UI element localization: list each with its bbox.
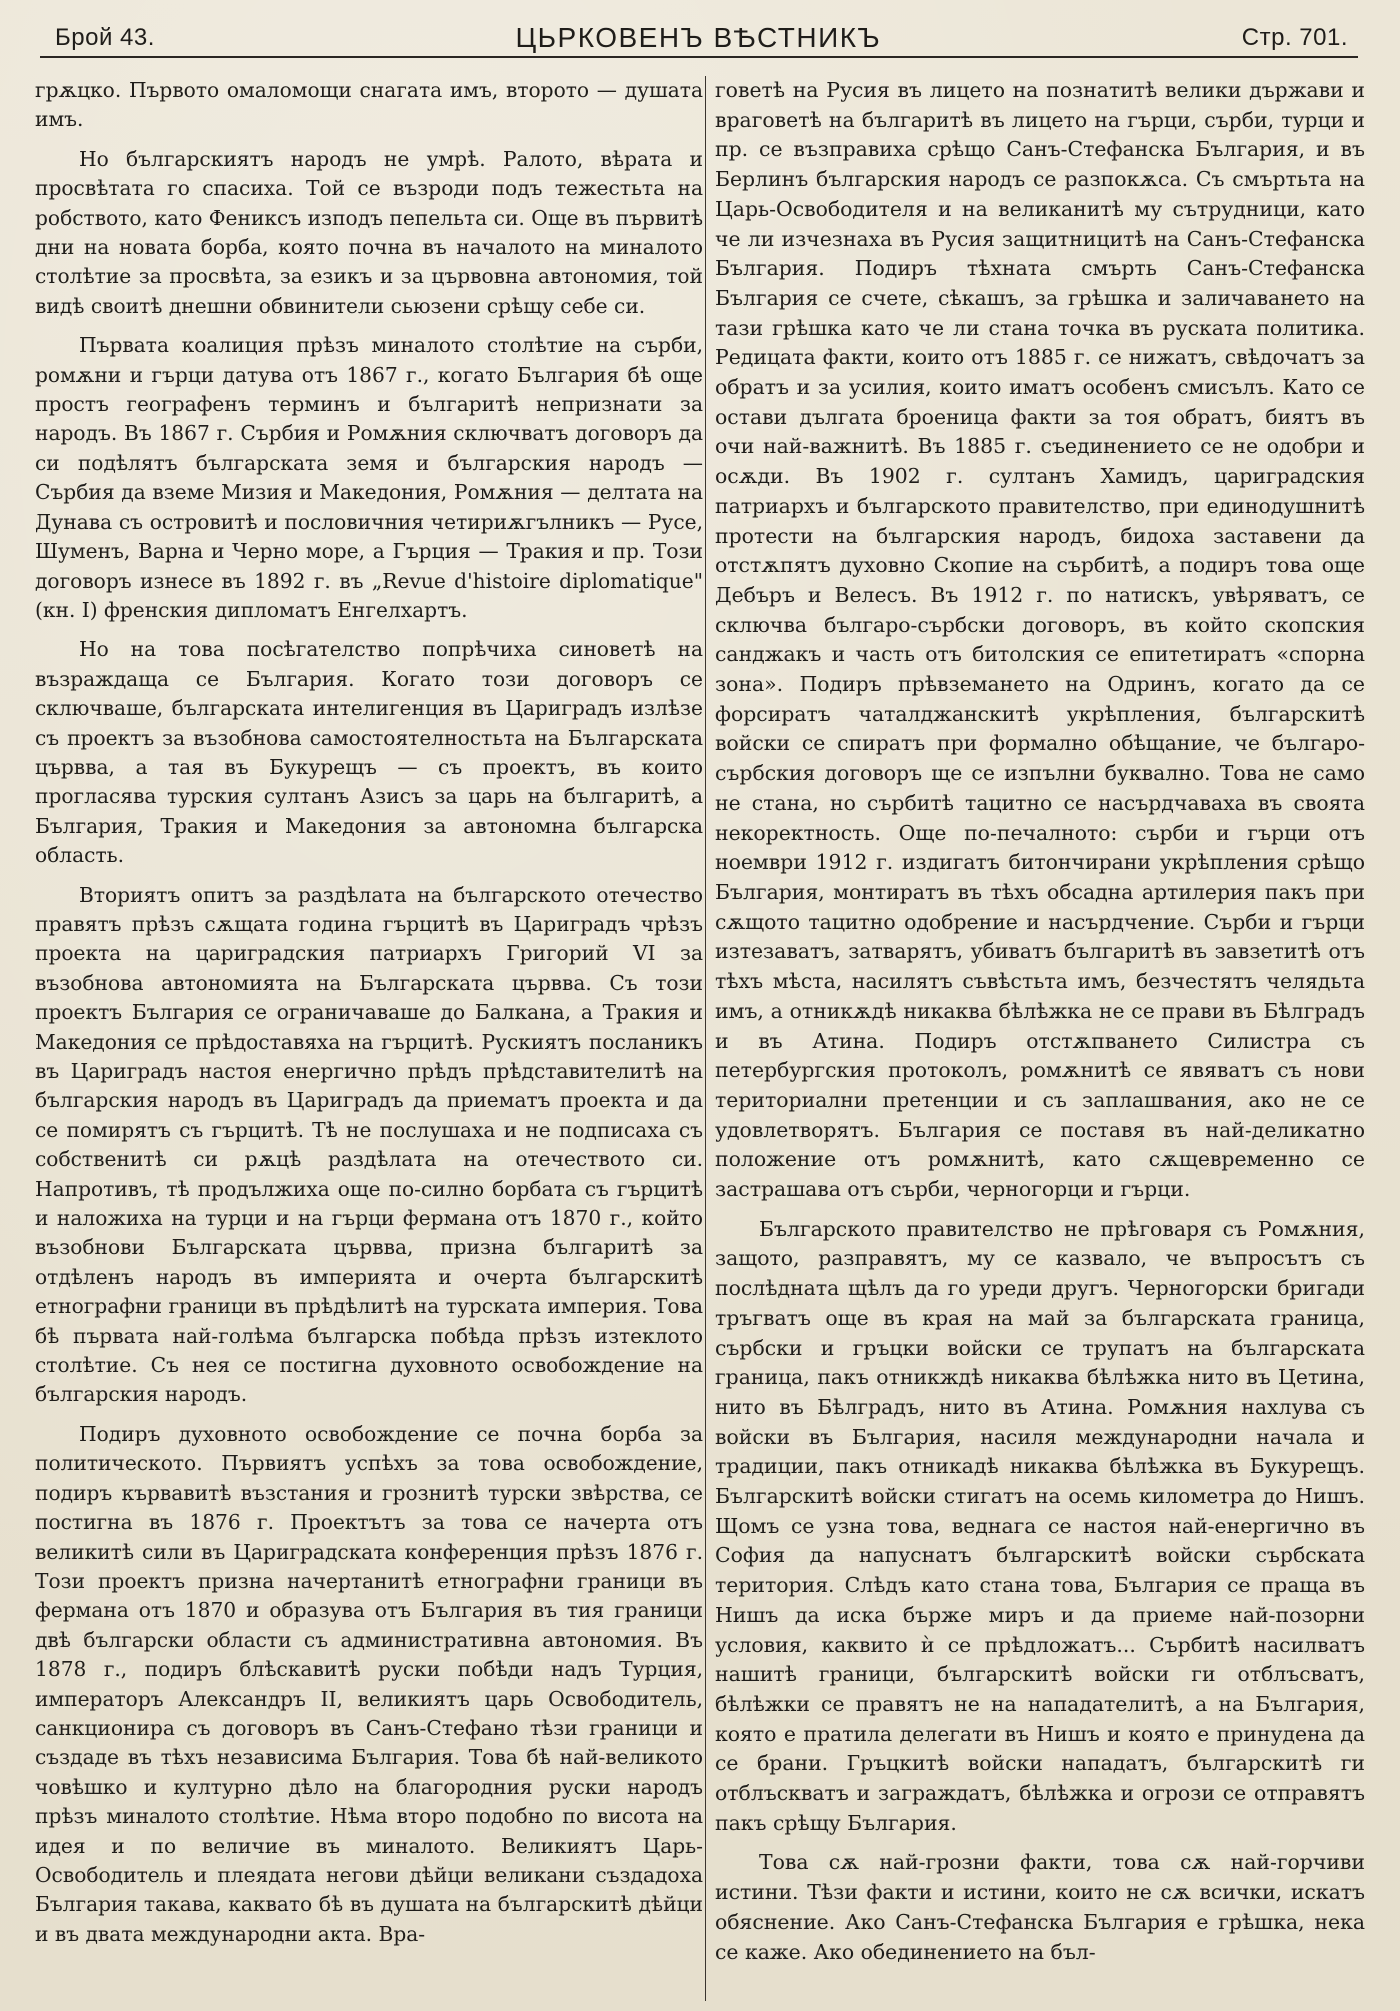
paragraph: Вториятъ опитъ за раздѣлата на българското отечество правятъ прѣзъ сѫщата година гърцитѣ въ Цариградъ чрѣзъ проекта на цариградския патриархъ Григорий VI за възобнова автономията на Българската цървва. Съ този проектъ България се ограничаваше до Балкана, а Тракия и Македония се прѣдоставяха на гърцитѣ. Рускиятъ посланикъ въ Цариградъ настоя енергично прѣдъ прѣдставителитѣ на българския народъ въ Цариградъ да приематъ проекта и да се помирятъ съ гърцитѣ. Тѣ не послушаха и не подписаха съ собственитѣ си рѫцѣ раздѣлата на отечеството си. Напротивъ, тѣ продължиха още по-силно борбата съ гърцитѣ и наложиха на турци и на гърци фермана отъ 1870 г., който възобнови Българската цървва, призна българитѣ за отдѣленъ народъ въ империята и очерта българскитѣ етнографни граници въ прѣдѣлитѣ на турската империя. Това бѣ първата най-голѣма българска побѣда прѣзъ изтеклото столѣтие. Съ нея се постигна духовното освобождение на българския народъ. xyxy=(35,882,703,1407)
page-header xyxy=(55,14,1348,62)
issue-number: Брой 43. xyxy=(55,24,155,51)
paragraph: Но българскиятъ народъ не умрѣ. Ралото, вѣрата и просвѣтата го спасиха. Той се възроди подъ тежестьта на робството, като Фениксъ изподъ пепельта си. Още въ първитѣ дни на новата борба, която почна въ началото на миналото столѣтие за просвѣта, за езикъ и за цървовна автономия, той видѣ своитѣ днешни обвинители сьюзени срѣщу себе си. xyxy=(35,146,703,318)
left-column xyxy=(35,76,703,2001)
header-rule xyxy=(40,56,1358,58)
page-number: Стр. 701. xyxy=(1241,24,1348,51)
paragraph: говетѣ на Русия въ лицето на познатитѣ велики държави и враговетѣ на българитѣ въ лицето на гърци, сърби, турци и пр. се възправиха срѣщо Санъ-Стефанска България, и въ Берлинъ българския народъ се разпокѫса. Съ смъртьта на Царь-Освободителя и на великанитѣ му сътрудници, като че ли изчезнаха въ Русия защитницитѣ на Санъ-Стефанска България. Подиръ тѣхната смърть Санъ-Стефанска България се счете, сѣкашъ, за грѣшка и заличаването на тази грѣшка като че ли стана точка въ руската политика. Редицата факти, които отъ 1885 г. се нижатъ, свѣдочатъ за обратъ и за усилия, които иматъ особенъ смисълъ. Като се остави дългата броеница факти за тоя обратъ, биятъ въ очи най-важнитѣ. Въ 1885 г. съединението се не одобри и осѫди. Въ 1902 г. султанъ Хамидъ, цариградския патриархъ и българското правителство, при единодушнитѣ протести на българския народъ, бидоха заставени да отстѫпятъ духовно Скопие на сърбитѣ, а подиръ това още Дебъръ и Велесъ. Въ 1912 г. по натискъ, увѣряватъ, се сключва българо-сърбски договоръ, въ който скопския санджакъ и часть отъ битолския се епитетиратъ «спорна зона». Подиръ прѣвземането на Одринъ, когато да се форсиратъ чаталджанскитѣ укрѣпления, българскитѣ войски се спиратъ при формално обѣщание, че българо-сърбския договоръ ще се изпълни буквално. Това не само не стана, но сърбитѣ тацитно се насърдчаваха въ своята некоректность. Още по-печалното: сърби и гърци отъ ноември 1912 г. издигатъ битончирани укрѣпления срѣщо България, монтиратъ въ тѣхъ обсадна артилерия пакъ при сѫщото тацитно одобрение и насърдчение. Сърби и гърци изтезаватъ, затварятъ, убиватъ българитѣ въ завзетитѣ отъ тѣхъ мѣста, насилятъ съвѣстьта имъ, безчестятъ челядьта имъ, а отникѫдѣ никаква бѣлѣжка не се прави въ Бѣлградъ и въ Атина. Подиръ отстѫпването Силистра съ петербургския протоколъ, ромѫнитѣ се явяватъ съ нови териториални претенции и съ заплашвания, ако не се удовлетворятъ. България се поставя въ най-деликатно положение отъ ромѫнитѣ, като сѫщевременно се застрашава отъ сърби, черногорци и гърци. xyxy=(715,78,1365,1202)
paragraph: Но на това посѣгателство попрѣчиха синоветѣ на възраждаща се България. Когато този договоръ се сключваше, българската интелигенция въ Цариградъ излѣзе съ проектъ за възобнова самостоятелностьта на Българската цървва, а тая въ Букурещъ — съ проектъ, въ които прогласява турския султанъ Азисъ за царь на българитѣ, а България, Тракия и Македония за автономна българска область. xyxy=(35,637,703,868)
right-column xyxy=(715,76,1365,2001)
paragraph: Българското правителство не прѣговаря съ Ромѫния, защото, разправятъ, му се казвало, че въпросътъ съ послѣдната щѣлъ да го уреди другъ. Черногорски бригади тръгватъ още въ края на май за българската граница, сърбски и гръцки войски се трупатъ на българската граница, пакъ отникждѣ никаква бѣлѣжка нито въ Цетина, нито въ Бѣлградъ, нито въ Атина. Ромѫния нахлува съ войски въ България, насиля международни начала и традиции, пакъ отникадѣ никаква бѣлѣжка въ Букурещъ. Българскитѣ войски стигатъ на осемь километра до Нишъ. Щомъ се узна това, веднага се настоя най-енергично въ София да напуснатъ българскитѣ войски сърбската територия. Слѣдъ като стана това, България се праща въ Нишъ да иска бърже миръ и да приеме най-позорни условия, каквито ѝ се прѣдложатъ... Сърбитѣ насилватъ нашитѣ граници, българскитѣ войски ги отблъсватъ, бѣлѣжки се правятъ не на нападателитѣ, а на България, която е пратила делегати въ Нишъ и която е принудена да се брани. Гръцкитѣ войски нападатъ, българскитѣ ги отблъскватъ и заграждатъ, бѣлѣжка и огрози се отправятъ пакъ срѣщу България. xyxy=(715,1216,1365,1835)
paragraph: Първата коалиция прѣзъ миналото столѣтие на сърби, ромѫни и гърци датува отъ 1867 г., когато България бѣ още простъ географенъ терминъ и българитѣ непризнати за народъ. Въ 1867 г. Сърбия и Ромѫния сключватъ договоръ да си подѣлятъ българската земя и българския народъ — Сърбия да вземе Мизия и Македония, Ромѫния — делтата на Дунава съ островитѣ и пословичния четириѫгълникъ — Русе, Шуменъ, Варна и Черно море, а Гърция — Тракия и пр. Този договоръ изнесе въ 1892 г. въ „Revue d'histoire diplomatique" (кн. I) френския дипломатъ Енгелхартъ. xyxy=(35,333,703,622)
paragraph: Подиръ духовното освобождение се почна борба за политическото. Първиятъ успѣхъ за това освобождение, подиръ кървавитѣ възстания и грознитѣ турски звѣрства, се постигна въ 1876 г. Проектътъ за това се начерта отъ великитѣ сили въ Цариградската конференция прѣзъ 1876 г. Този проектъ призна начертанитѣ етнографни граници въ фермана отъ 1870 и образува отъ България въ тия граници двѣ български области съ административна автономия. Въ 1878 г., подиръ блѣскавитѣ руски побѣди надъ Турция, императоръ Александръ II, великиятъ царь Освободитель, санкционира съ договоръ въ Санъ-Стефано тѣзи граници и създаде въ тѣхъ независима България. Това бѣ най-великото човѣшко и културно дѣло на благородния руски народъ прѣзъ миналото столѣтие. Нѣма второ подобно по висота на идея и по величие въ миналото. Великиятъ Царь-Освободитель и плеядата негови дѣйци великани създадоха България такава, каквато бѣ въ душата на българскитѣ дѣйци и въ двата международни акта. Вра- xyxy=(35,1421,703,1946)
column-divider xyxy=(705,76,706,2001)
paragraph: грѫцко. Първото омаломощи снагата имъ, второто — душата имъ. xyxy=(35,78,703,132)
newspaper-title: ЦЬРКОВЕНЪ ВѢСТНИКЪ xyxy=(515,22,882,53)
article-columns xyxy=(35,76,1365,2001)
paragraph: Това сѫ най-грозни факти, това сѫ най-горчиви истини. Тѣзи факти и истини, които не сѫ всички, искатъ обяснение. Ако Санъ-Стефанска България е грѣшка, нека се каже. Ако обединението на бъл- xyxy=(715,1850,1365,1964)
